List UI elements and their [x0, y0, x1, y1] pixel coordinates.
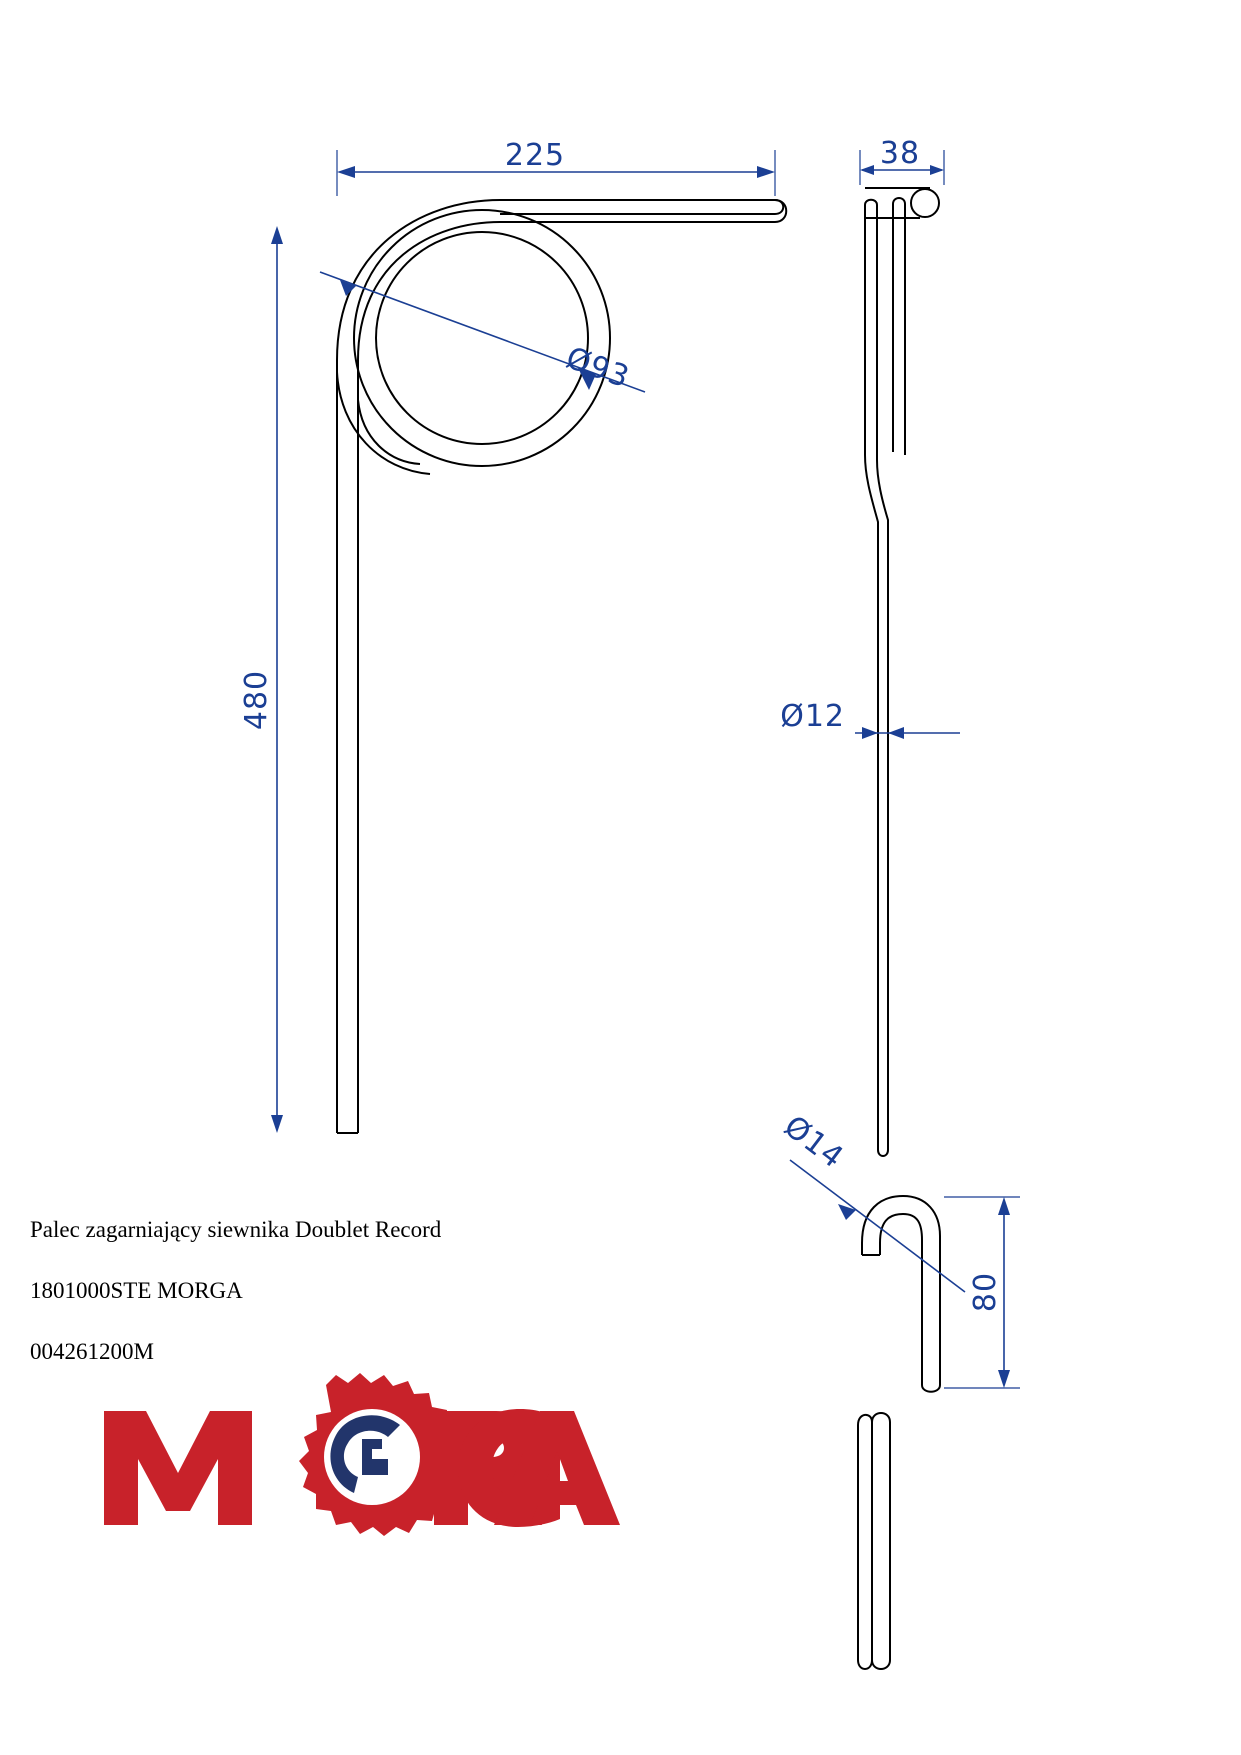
dimension-d14-label: Ø14 [777, 1108, 851, 1176]
caption-line-2: 1801000STE MORGA [30, 1278, 243, 1304]
dimension-d12-label: Ø12 [780, 699, 845, 734]
morga-logo-svg [100, 1365, 620, 1540]
dimension-80 [944, 1197, 1020, 1388]
dimension-d14 [777, 1109, 965, 1292]
detail-view-hook [858, 1196, 940, 1669]
morga-logo [100, 1365, 620, 1540]
dimension-480-label: 480 [239, 669, 274, 731]
caption-line-3: 004261200M [30, 1338, 154, 1364]
side-view-spring-tine [865, 188, 939, 1156]
dimension-38-label: 38 [879, 136, 921, 171]
front-view-spring-tine [337, 200, 786, 1133]
dimension-225-label: 225 [504, 138, 566, 173]
dimension-d93-label: Ø93 [561, 340, 635, 396]
dimension-d93 [320, 272, 645, 396]
dimension-480 [239, 226, 283, 1133]
caption-line-1: Palec zagarniający siewnika Doublet Record [30, 1217, 442, 1243]
dimension-225 [337, 138, 775, 196]
dimension-38 [860, 136, 944, 185]
dimension-80-label: 80 [968, 1271, 1003, 1313]
logo-letter-m [104, 1411, 252, 1525]
dimension-d12 [780, 699, 960, 739]
